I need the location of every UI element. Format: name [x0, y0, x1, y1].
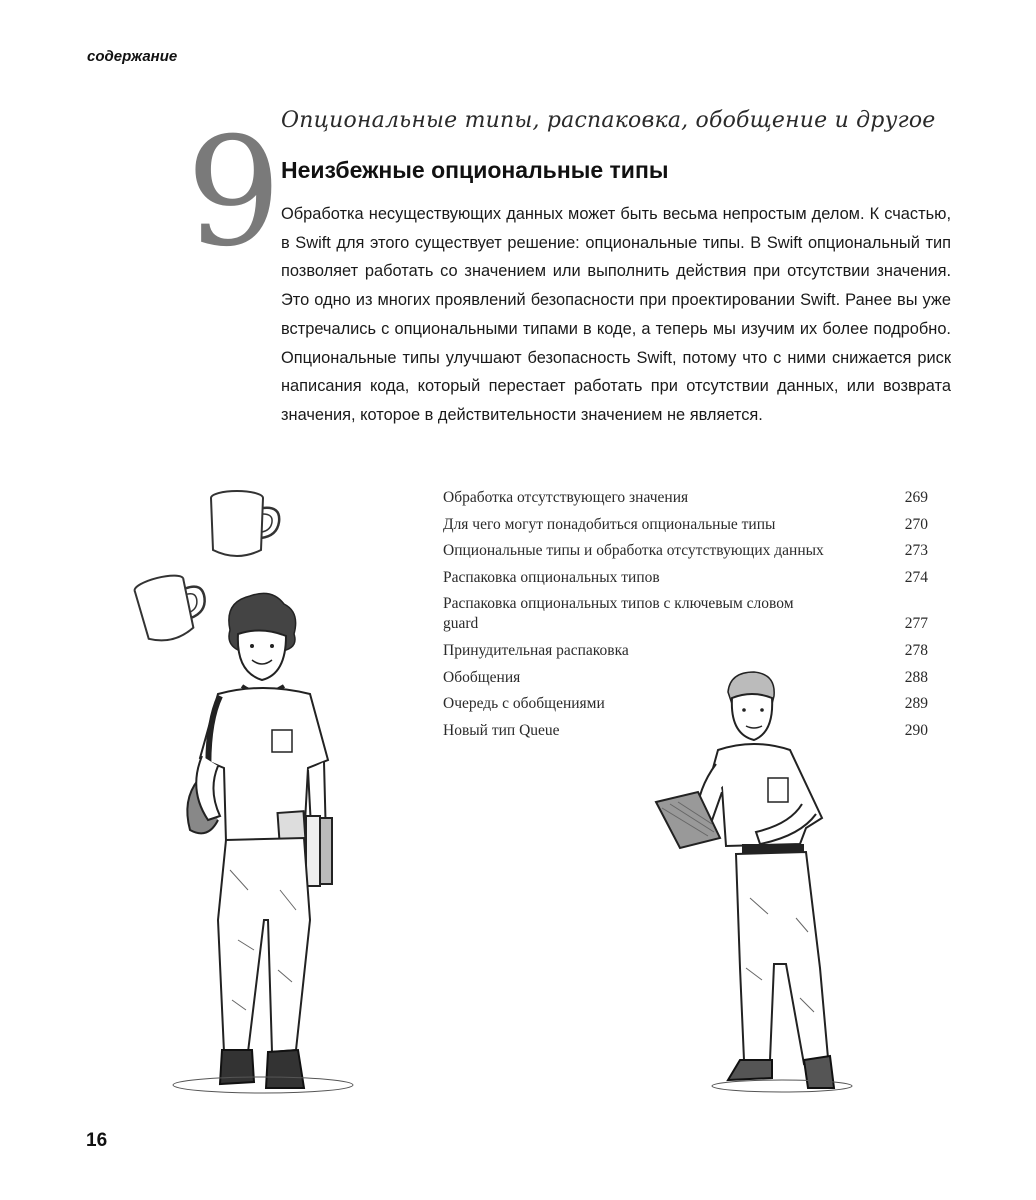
- toc-entry: [443, 568, 928, 588]
- toc-entry-title: Распаковка опциональных типов: [443, 568, 660, 586]
- toc-entry-page: 277: [904, 615, 928, 633]
- toc-entry-page: 278: [904, 641, 928, 659]
- toc-entry-page: 289: [904, 695, 928, 713]
- toc-entry-page: 270: [904, 515, 928, 533]
- page-number: 16: [86, 1130, 108, 1151]
- toc-entry: [443, 668, 928, 688]
- toc-entry-title: Очередь с обобщениями: [443, 695, 605, 713]
- toc-entry-page: 290: [904, 721, 928, 739]
- toc-entry: [443, 721, 928, 741]
- toc-entry: [443, 594, 928, 634]
- toc-entry-title: Распаковка опциональных типов с ключевым словом guard: [443, 595, 794, 633]
- toc-entry-page: 269: [904, 489, 928, 506]
- toc-entry: [443, 694, 928, 714]
- toc-entry: [443, 515, 928, 535]
- mug-illustration-top: [205, 488, 285, 563]
- chapter-title: Неизбежные опциональные типы: [281, 157, 669, 183]
- toc-entry-title: Опциональные типы и обработка отсутствующих данных: [443, 542, 824, 560]
- toc-entry: [443, 541, 928, 561]
- toc-entry-title: Новый тип Queue: [443, 721, 560, 739]
- toc-entry: [443, 488, 928, 508]
- toc-list: [443, 488, 928, 747]
- toc-entry-page: 288: [904, 668, 928, 686]
- toc-entry-page: 273: [904, 542, 928, 560]
- toc-entry-title: Для чего могут понадобиться опциональные типы: [443, 515, 776, 533]
- chapter-number: 9: [186, 106, 282, 280]
- toc-entry-title: Обобщения: [443, 668, 521, 686]
- toc-entry-page: 274: [904, 568, 928, 586]
- toc-entry-title: Принудительная распаковка: [443, 641, 629, 659]
- toc-entry: [443, 641, 928, 661]
- toc-entry-title: Обработка отсутствующего значения: [443, 489, 689, 506]
- running-head: содержание: [87, 48, 178, 65]
- chapter-intro: Обработка несуществующих данных может быть весьма непростым делом. К счастью, в Swift для этого существует решение: опциональные типы. В Swift опциональный тип позволяет работать со значением или выполнить действия при отсутствии значения. Это одно из многих проявлений безопасности при проектировании Swift. Ранее вы уже встречались с опциональными типами в коде, а теперь мы изучим их более подробно. Опциональные типы улучшают безопасность Swift, потому что с ними снижается риск написания кода, который перестает работать при отсутствии данных, или возврата значения, которое в действительности значением не является.: [281, 205, 951, 424]
- student-illustration: [168, 590, 368, 1100]
- chapter-subtitle: Опциональные типы, распаковка, обобщение и другое: [281, 108, 936, 133]
